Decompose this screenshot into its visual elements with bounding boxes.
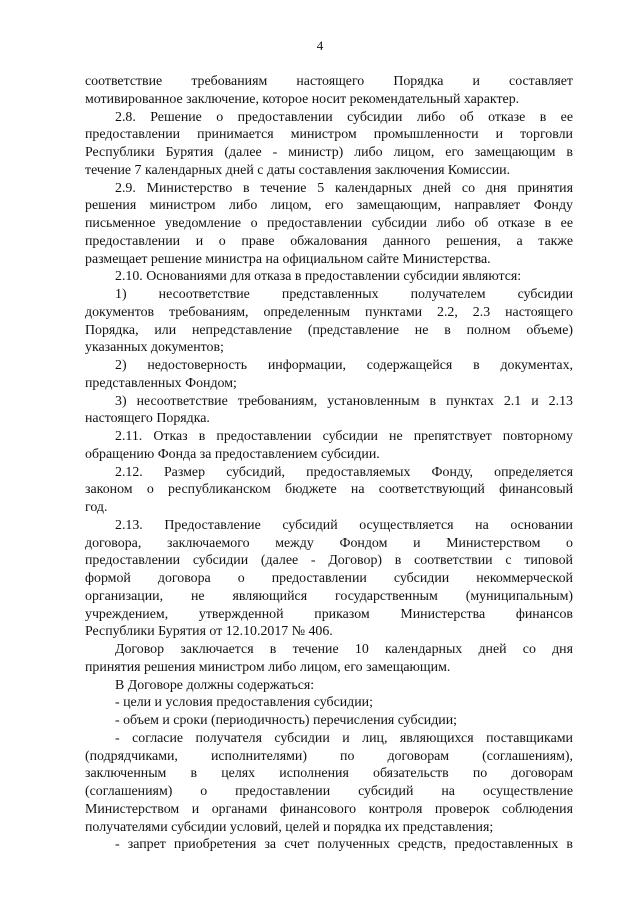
text-line: получателями субсидии условий, целей и порядка их представления; bbox=[85, 819, 494, 835]
text-line: В Договоре должны содержаться: bbox=[115, 677, 315, 693]
text-line: формой договора о предоставлении субсидии некоммерческой bbox=[85, 571, 573, 586]
text-line: организации, не являющийся государственным (муниципальным) bbox=[85, 588, 573, 604]
text-line: представленных Фондом; bbox=[85, 375, 237, 391]
text-line: течение 7 календарных дней с даты составления заключения Комиссии. bbox=[85, 162, 511, 178]
text-line: учреждением, утвержденной приказом Министерства финансов bbox=[85, 606, 573, 622]
text-line: Министерством и органами финансового контроля проверок соблюдения bbox=[85, 801, 573, 817]
text-line: год. bbox=[85, 500, 108, 515]
text-line: - запрет приобретения за счет полученных средств, предоставленных в bbox=[115, 837, 573, 853]
text-line: Республики Бурятия (далее - министр) либо лицом, его замещающим в bbox=[85, 145, 573, 160]
text-line: 2) недостоверность информации, содержащейся в документах, bbox=[115, 358, 573, 373]
text-line: 2.13. Предоставление субсидий осуществляется на основании bbox=[115, 517, 573, 533]
text-line: указанных документов; bbox=[85, 340, 224, 356]
text-line: заключенным в целях исполнения обязательств по договорам bbox=[85, 766, 573, 782]
text-line: предоставлении субсидии (далее - Договор) в соответствии с типовой bbox=[85, 553, 573, 569]
document-body bbox=[85, 73, 573, 854]
text-line: Договор заключается в течение 10 календарных дней со дня bbox=[115, 642, 573, 657]
text-line: (подрядчиками, исполнителями) по договорам (соглашениям), bbox=[85, 748, 573, 764]
text-line: Республики Бурятия от 12.10.2017 № 406. bbox=[85, 624, 333, 640]
text-line: Порядка, или непредставление (представление не в полном объеме) bbox=[85, 322, 573, 338]
text-line: 2.9. Министерство в течение 5 календарных дней со дня принятия bbox=[115, 180, 573, 196]
text-line: документов требованиям, определенным пунктами 2.2, 2.3 настоящего bbox=[85, 304, 573, 320]
text-line: предоставлении и о праве обжалования данного решения, а также bbox=[85, 233, 573, 249]
text-line: письменное уведомление о предоставлении субсидии либо об отказе в ее bbox=[85, 216, 573, 231]
text-line: 3) несоответствие требованиям, установленным в пунктах 2.1 и 2.13 bbox=[115, 393, 573, 409]
text-line: законом о республиканском бюджете на соответствующий финансовый bbox=[85, 482, 573, 498]
text-line: обращению Фонда за предоставлением субсидии. bbox=[85, 446, 380, 462]
text-line: 2.8. Решение о предоставлении субсидии либо об отказе в ее bbox=[115, 109, 573, 125]
text-line: предоставлении принимается министром промышленности и торговли bbox=[85, 127, 573, 143]
text-line: соответствие требованиям настоящего Порядка и составляет bbox=[85, 74, 573, 89]
text-line: - объем и сроки (периодичность) перечисления субсидии; bbox=[115, 713, 458, 728]
page-number: 4 bbox=[316, 38, 324, 53]
text-line: 2.12. Размер субсидий, предоставляемых Фонду, определяется bbox=[115, 464, 573, 480]
text-line: 2.11. Отказ в предоставлении субсидии не препятствует повторному bbox=[115, 429, 573, 444]
text-line: - согласие получателя субсидии и лиц, являющихся поставщиками bbox=[115, 730, 573, 746]
text-line: 2.10. Основаниями для отказа в предоставлении субсидии являются: bbox=[115, 269, 522, 285]
text-line: (соглашениям) о предоставлении субсидий на осуществление bbox=[85, 784, 573, 799]
text-line: принятия решения министром либо лицом, его замещающим. bbox=[85, 659, 451, 675]
text-line: договора, заключаемого между Фондом и Министерством о bbox=[85, 535, 573, 551]
text-line: мотивированное заключение, которое носит рекомендательный характер. bbox=[85, 91, 520, 107]
text-line: - цели и условия предоставления субсидии; bbox=[115, 695, 373, 711]
text-line: размещает решение министра на официальном сайте Министерства. bbox=[85, 251, 491, 267]
text-line: решения министром либо лицом, его замещающим, направляет Фонду bbox=[85, 198, 573, 214]
text-line: 1) несоответствие представленных получателем субсидии bbox=[115, 287, 573, 302]
text-line: настоящего Порядка. bbox=[85, 411, 210, 427]
